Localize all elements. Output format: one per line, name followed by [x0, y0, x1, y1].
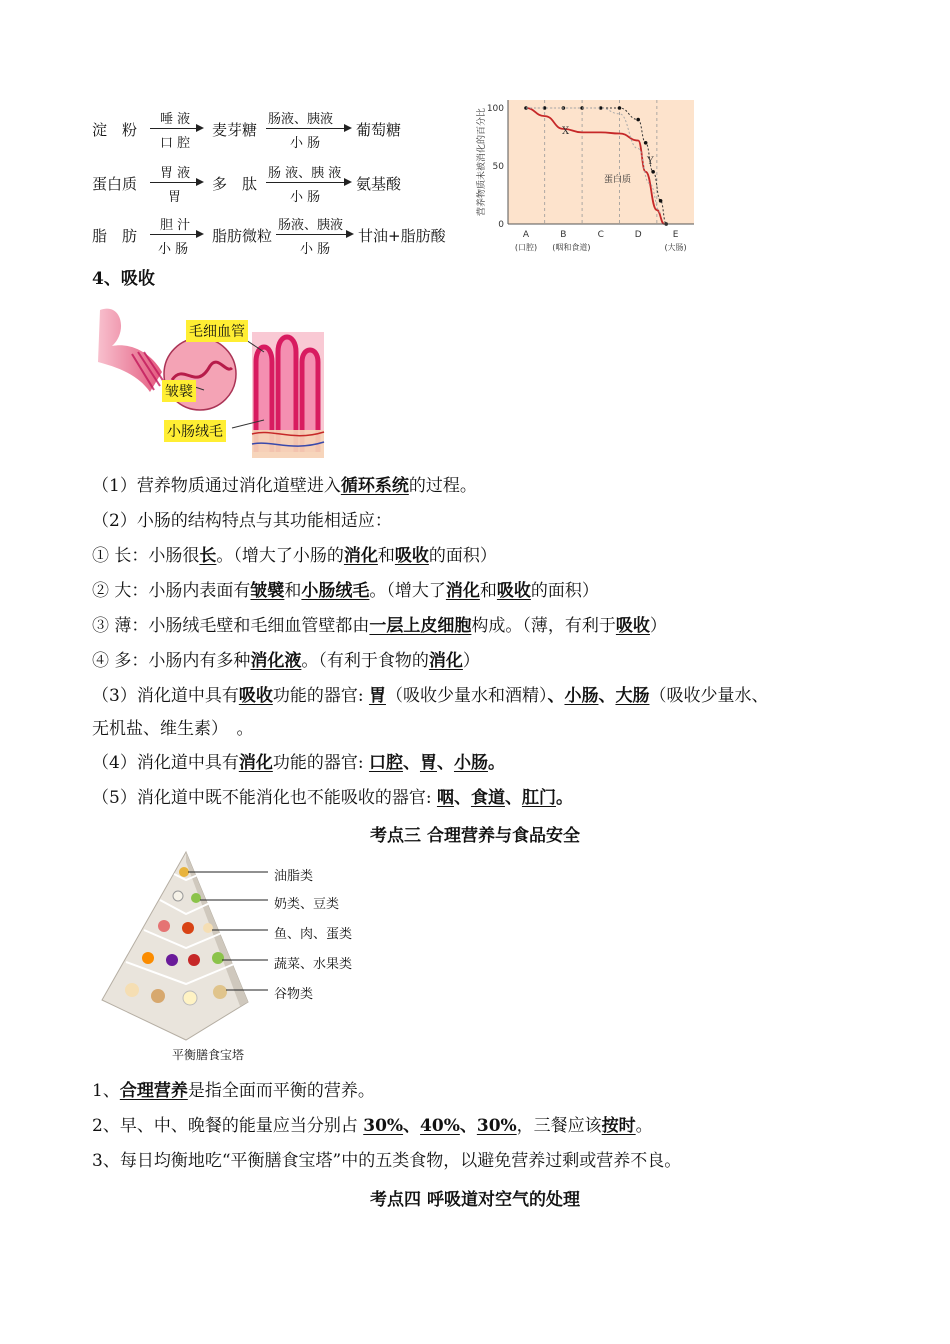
series-y-point — [644, 141, 648, 145]
x-tick-note: (大肠) — [664, 243, 687, 252]
product-label: 葡萄糖 — [356, 121, 402, 139]
nutrition-point-3: 3、每日均衡地吃“平衡膳食宝塔”中的五类食物，以避免营养过剩或营养不良。 — [92, 1151, 682, 1171]
pyramid-label-meat: 鱼、肉、蛋类 — [274, 927, 353, 942]
series-label-y: Y — [647, 156, 654, 167]
label-fold: 皱襞 — [162, 380, 196, 402]
enzyme-label: 胃 液 — [160, 166, 191, 181]
section-heading-4: 考点四 呼吸道对空气的处理 — [370, 1190, 580, 1210]
paragraph-9: （5）消化道中既不能消化也不能吸收的器官: 咽、食道、肛门。 — [92, 788, 573, 808]
enzyme-label: 肠 液、胰 液 — [268, 166, 342, 181]
paragraph-4: ② 大：小肠内表面有皱襞和小肠绒毛。（增大了消化和吸收的面积） — [92, 581, 599, 601]
enzyme-label: 肠液、胰液 — [278, 218, 344, 233]
pyramid-label-grains: 谷物类 — [274, 987, 314, 1002]
y-tick-label: 100 — [486, 104, 504, 114]
series-y-point — [651, 170, 655, 174]
y-tick-label: 0 — [498, 220, 504, 230]
paragraph-5: ③ 薄：小肠绒毛壁和毛细血管壁都由一层上皮细胞构成。（薄，有利于吸收） — [92, 616, 667, 636]
organ-label: 小 肠 — [300, 242, 331, 257]
intermediate-label: 麦芽糖 — [212, 121, 258, 139]
product-label: 氨基酸 — [356, 175, 402, 193]
paragraph-7: （3）消化道中具有吸收功能的器官: 胃（吸收少量水和酒精）、小肠、大肠（吸收少量水、 — [92, 686, 769, 706]
x-tick-note: (口腔) — [514, 243, 538, 252]
arrow-icon — [150, 234, 202, 235]
arrow-icon — [266, 128, 350, 129]
arrow-icon — [276, 234, 352, 235]
nutrition-point-2: 2、早、中、晚餐的能量应当分别占 30%、40%、30%，三餐应该按时。 — [92, 1116, 653, 1136]
paragraph-6: ④ 多：小肠内有多种消化液。（有利于食物的消化） — [92, 651, 480, 671]
organ-label: 口 腔 — [160, 136, 191, 151]
x-tick-label: B — [560, 230, 567, 240]
x-tick-label: C — [597, 230, 604, 240]
paragraph-3: ① 长：小肠很长。（增大了小肠的消化和吸收的面积） — [92, 546, 497, 566]
arrow-icon — [266, 182, 350, 183]
organ-label: 胃 — [168, 190, 182, 205]
arrow-icon — [150, 182, 202, 183]
product-label: 甘油+脂肪酸 — [358, 227, 446, 245]
organ-label: 小 肠 — [290, 136, 321, 151]
enzyme-label: 唾 液 — [160, 112, 191, 127]
equation-protein — [92, 162, 452, 212]
intermediate-label: 脂肪微粒 — [212, 227, 273, 245]
series-y-point — [618, 106, 622, 110]
series-y-point — [636, 118, 640, 122]
nutrition-point-1: 1、合理营养是指全面而平衡的营养。 — [92, 1081, 375, 1101]
digestion-chart — [470, 92, 710, 260]
substance-label: 蛋白质 — [92, 175, 138, 193]
pyramid-caption: 平衡膳食宝塔 — [172, 1048, 245, 1062]
label-capillary: 毛细血管 — [186, 320, 248, 342]
substance-label: 淀 粉 — [92, 121, 138, 139]
substance-label: 脂 肪 — [92, 227, 138, 245]
paragraph-1: （1）营养物质通过消化道壁进入循环系统的过程。 — [92, 476, 477, 496]
equation-starch — [92, 108, 452, 158]
x-tick-note: (咽和食道) — [552, 243, 591, 252]
y-tick-label: 50 — [492, 162, 504, 172]
label-villi: 小肠绒毛 — [164, 420, 226, 442]
paragraph-8: （4）消化道中具有消化功能的器官: 口腔、胃、小肠。 — [92, 753, 505, 773]
pyramid-label-oils: 油脂类 — [274, 869, 314, 884]
pyramid-label-vegetables: 蔬菜、水果类 — [274, 957, 353, 972]
enzyme-label: 胆 汁 — [160, 218, 191, 233]
x-tick-label: A — [522, 230, 530, 240]
arrow-icon — [150, 128, 202, 129]
series-label-x: X — [562, 126, 570, 137]
paragraph-7-cont: 无机盐、维生素） 。 — [92, 719, 254, 739]
y-axis-label: 营养物质未被消化的百分比 — [477, 107, 487, 217]
intestine-tube-shape — [98, 309, 162, 392]
plot-area — [508, 100, 694, 224]
annotation-label: 蛋白质 — [604, 175, 632, 185]
x-tick-label: E — [672, 230, 679, 240]
x-tick-label: D — [634, 230, 642, 240]
section-heading-3: 考点三 合理营养与食品安全 — [370, 826, 580, 846]
organ-label: 小 肠 — [158, 242, 189, 257]
enzyme-label: 肠液、胰液 — [268, 112, 334, 127]
pyramid-label-dairy: 奶类、豆类 — [274, 897, 340, 912]
equation-fat — [92, 214, 452, 264]
series-y-point — [659, 199, 663, 203]
organ-label: 小 肠 — [290, 190, 321, 205]
paragraph-2: （2）小肠的结构特点与其功能相适应： — [92, 511, 392, 531]
section-title: 4、吸收 — [92, 269, 155, 289]
intermediate-label: 多 肽 — [212, 175, 258, 193]
